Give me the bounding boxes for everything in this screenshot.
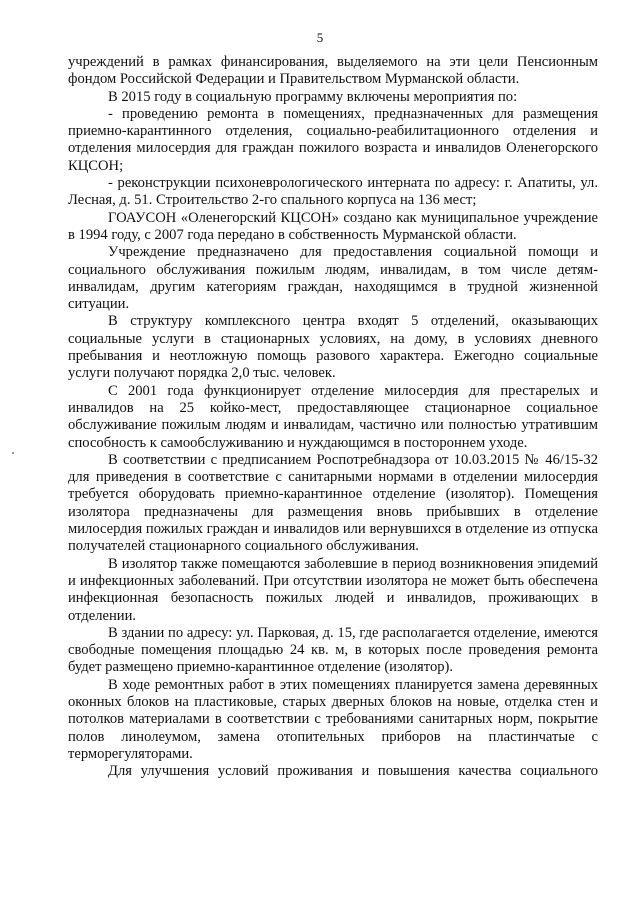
paragraph: - проведению ремонта в помещениях, предназначенных для размещения приемно-карантинного отделения, социально-реабилитационного отделения и отделения милосердия для граждан пожилого возраста и инвалидов Оленегорского КЦСОН; — [68, 105, 598, 174]
paragraph: - реконструкции психоневрологического интерната по адресу: г. Апатиты, ул. Лесная, д. 51. Строительство 2-го спального корпуса на 136 мест; — [68, 175, 598, 209]
paragraph: В 2015 году в социальную программу включены мероприятия по: — [108, 88, 518, 105]
paragraph: ГОАУСОН «Оленегорский КЦСОН» создано как муниципальное учреждение в 1994 году, с 2007 года передано в собственность Мурманской области. — [68, 209, 598, 243]
paragraph: Для улучшения условий проживания и повышения качества социального — [108, 763, 598, 780]
paragraph: В здании по адресу: ул. Парковая, д. 15, где располагается отделение, имеются свободные помещения площадью 24 кв. м, в которых после проведения ремонта будет размещено приемно-карантинное отделение (изолятор). — [68, 624, 598, 676]
paragraph: В структуру комплексного центра входят 5 отделений, оказывающих социальные услуги в стационарных условиях, на дому, в условиях дневного пребывания и неотложную помощь разового характера. Ежегодно социальные услуги получают порядка 2,0 тыс. человек. — [68, 313, 598, 382]
paragraph: В ходе ремонтных работ в этих помещениях планируется замена деревянных оконных блоков на пластиковые, старых дверных блоков на новые, отделка стен и потолков материалами в соответствии с требованиями санитарных норм, покрытие полов линолеумом, замена отопительных приборов на пластинчатые с терморегуляторами. — [68, 676, 598, 762]
paragraph: С 2001 года функционирует отделение милосердия для престарелых и инвалидов на 25 койко-мест, предоставляющее стационарное социальное обслуживание пожилым людям и инвалидам, частично или полностью утратившим способность к самообслуживанию и нуждающимся в постороннем уходе. — [68, 382, 598, 451]
paragraph: Учреждение предназначено для предоставления социальной помощи и социального обслуживания пожилым людям, инвалидам, в том числе детям-инвалидам, другим категориям граждан, находящимся в трудной жизненной ситуации. — [68, 244, 598, 313]
paragraph: В изолятор также помещаются заболевшие в период возникновения эпидемий и инфекционных заболеваний. При отсутствии изолятора не может быть обеспечена инфекционная безопасность пожилых людей и инвалидов, проживающих в отделении. — [68, 555, 598, 624]
body-text — [68, 54, 598, 780]
paragraph: учреждений в рамках финансирования, выделяемого на эти цели Пенсионным фондом Российской Федерации и Правительством Мурманской области. — [68, 54, 598, 88]
page-number: 5 — [316, 30, 324, 45]
paragraph: В соответствии с предписанием Роспотребнадзора от 10.03.2015 № 46/15-32 для приведения в соответствие с санитарными нормами в отделении милосердия требуется оборудовать приемно-карантинное отделение (изолятор). Помещения изолятора предназначены для размещения вновь прибывших в отделение милосердия пожилых граждан и инвалидов или вернувшихся в отделение из отпуска получателей стационарного социального обслуживания. — [68, 451, 598, 555]
scan-margin-mark — [12, 452, 14, 454]
